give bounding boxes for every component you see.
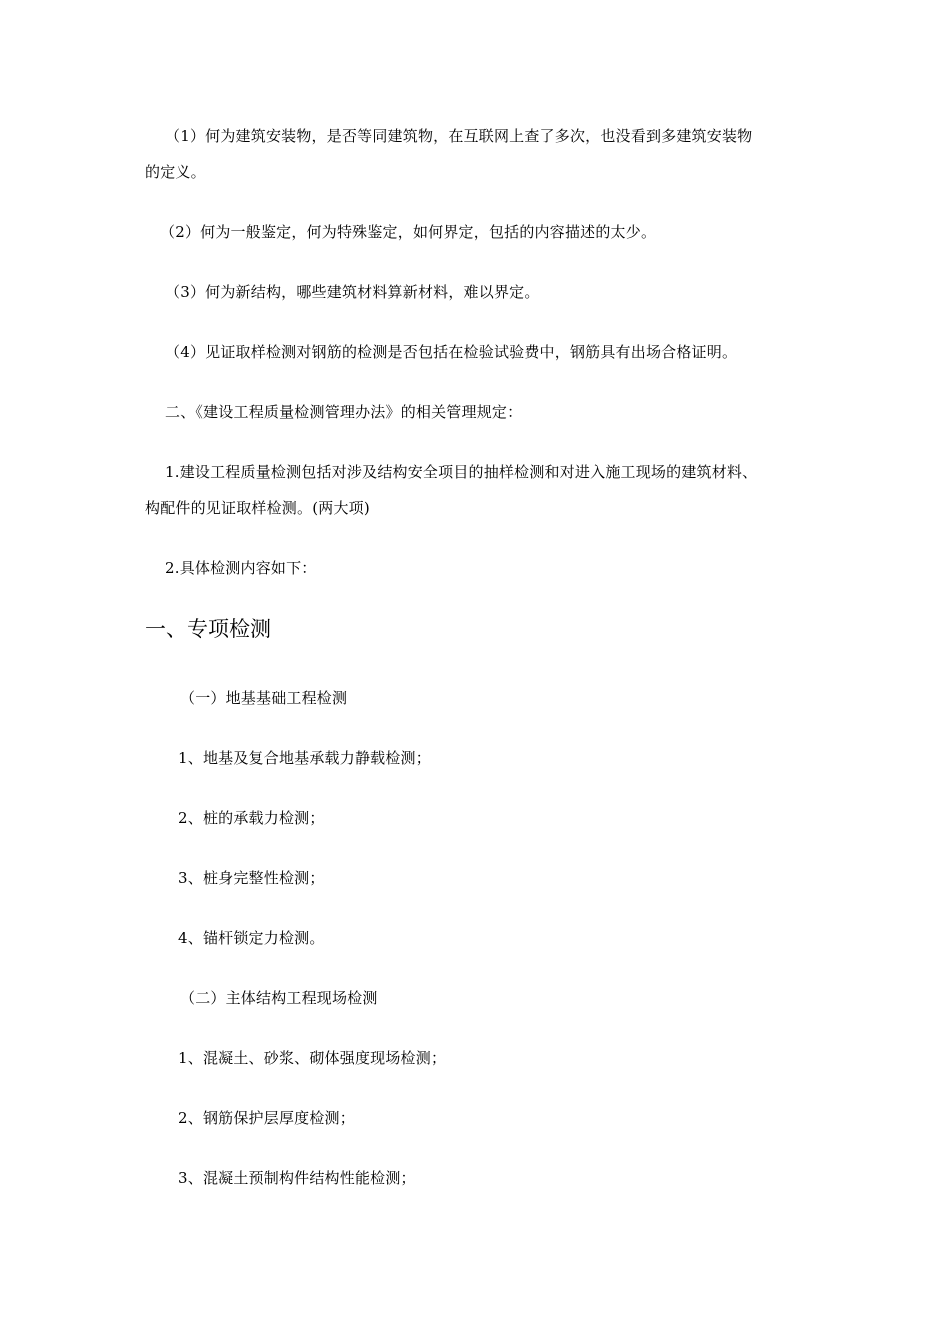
section-heading: 一、专项检测 [145,617,271,641]
question-2: （2）何为一般鉴定，何为特殊鉴定，如何界定，包括的内容描述的太少。 [160,223,657,241]
subsection-2-title: （二）主体结构工程现场检测 [180,989,378,1007]
rule-1-line-1: 1.建设工程质量检测包括对涉及结构安全项目的抽样检测和对进入施工现场的建筑材料、 [165,463,758,481]
subsection-1-item-4: 4、锚杆锁定力检测。 [178,929,325,947]
question-3: （3）何为新结构，哪些建筑材料算新材料，难以界定。 [165,283,540,301]
section-two-title: 二、《建设工程质量检测管理办法》的相关管理规定： [165,403,523,421]
question-1-line-2: 的定义。 [145,163,206,181]
subsection-2-item-1: 1、混凝土、砂浆、砌体强度现场检测； [178,1049,447,1067]
subsection-1-item-3: 3、桩身完整性检测； [178,869,325,887]
question-4: （4）见证取样检测对钢筋的检测是否包括在检验试验费中，钢筋具有出场合格证明。 [165,343,738,361]
subsection-1-item-1: 1、地基及复合地基承载力静载检测； [178,749,431,767]
rule-2: 2.具体检测内容如下： [165,559,317,577]
subsection-1-title: （一）地基基础工程检测 [180,689,348,707]
subsection-2-item-3: 3、混凝土预制构件结构性能检测； [178,1169,416,1187]
rule-1-line-2: 构配件的见证取样检测。(两大项) [145,499,370,517]
subsection-1-item-2: 2、桩的承载力检测； [178,809,325,827]
question-1-line-1: （1）何为建筑安装物，是否等同建筑物，在互联网上查了多次，也没看到多建筑安装物 [165,127,753,145]
subsection-2-item-2: 2、钢筋保护层厚度检测； [178,1109,355,1127]
